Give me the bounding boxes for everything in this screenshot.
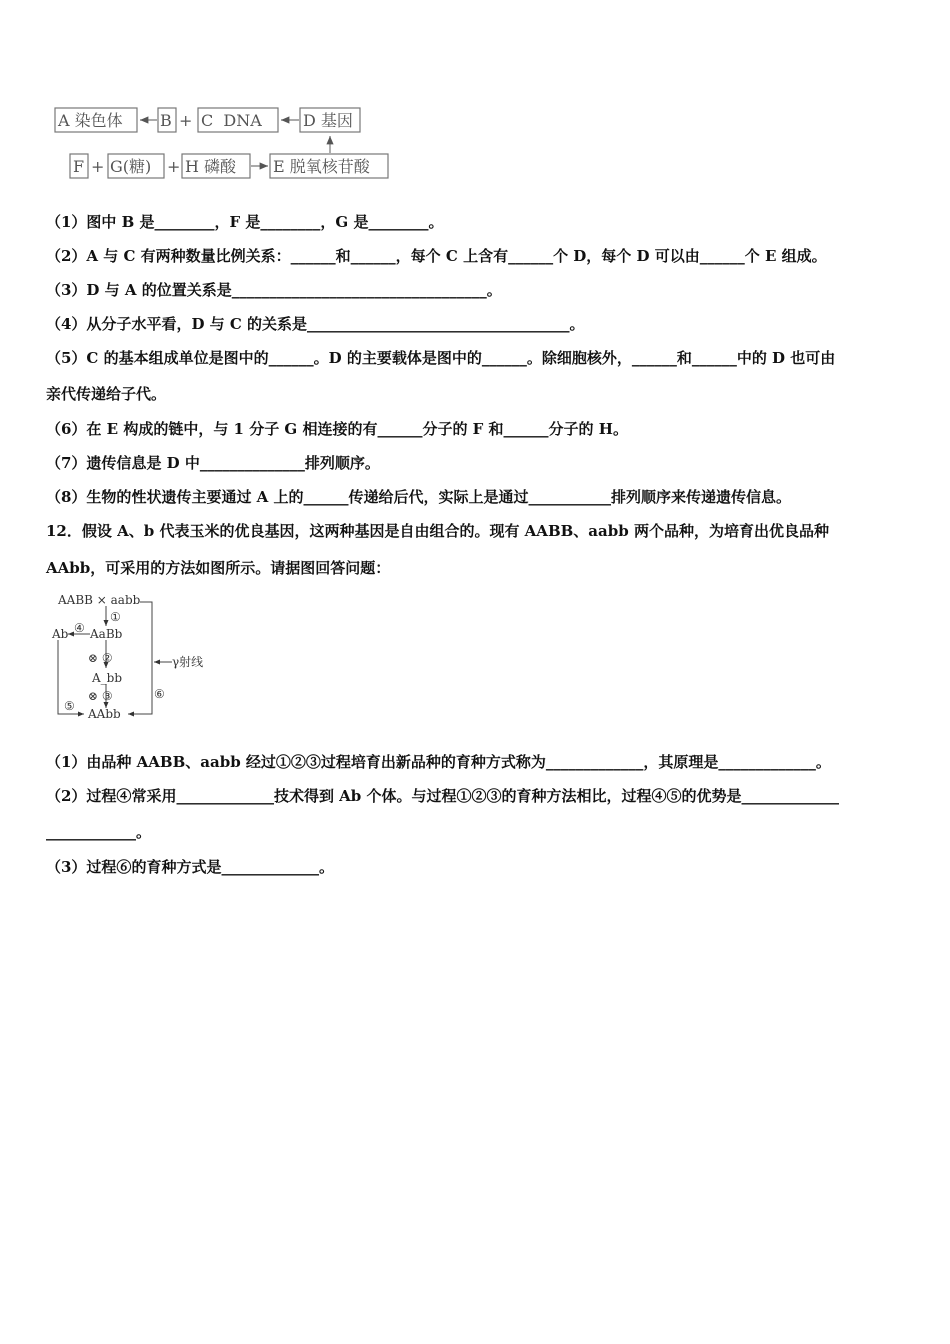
q11-item-8: （8）生物的性状遗传主要通过 A 上的______传递给后代，实际上是通过___________排列顺序来传递遗传信息。 <box>46 488 792 506</box>
q11-item-3: （3）D 与 A 的位置关系是__________________________________。 <box>46 281 502 299</box>
q12-intro-cont: AAbb，可采用的方法如图所示。请据图回答问题： <box>46 559 391 577</box>
q12-item-2: （2）过程④常采用_____________技术得到 Ab 个体。与过程①②③的育种方法相比，过程④⑤的优势是_____________ <box>46 787 840 805</box>
gamma-ray-label: γ射线 <box>172 655 204 669</box>
breeding-diagram <box>48 590 218 722</box>
step-4-label: ④ <box>74 621 85 635</box>
box-a-label: A 染色体 <box>58 111 123 130</box>
q11-item-7: （7）遗传信息是 D 中______________排列顺序。 <box>46 454 380 472</box>
ab-label: Ab <box>52 627 69 641</box>
q12-item-3: （3）过程⑥的育种方式是_____________。 <box>46 858 334 876</box>
plus-sign: + <box>91 157 105 176</box>
f1-label: AaBb <box>90 627 123 641</box>
step-6-label: ⑥ <box>154 687 165 701</box>
box-g-label: G(糖) <box>110 157 152 176</box>
box-e-label: E 脱氧核苷酸 <box>273 157 370 176</box>
plus-sign: + <box>179 111 193 130</box>
aabb-target-label: AAbb <box>88 707 121 721</box>
q12-item-1: （1）由品种 AABB、aabb 经过①②③过程培育出新品种的育种方式称为_____________，其原理是_____________。 <box>46 753 831 771</box>
q11-item-2: （2）A 与 C 有两种数量比例关系：______和______，每个 C 上含有______个 D，每个 D 可以由______个 E 组成。 <box>46 247 827 265</box>
box-h-label: H 磷酸 <box>185 157 237 176</box>
q11-item-5-cont: 亲代传递给子代。 <box>46 385 167 403</box>
box-b-label: B <box>160 111 172 130</box>
step-3-label: ⊗ ③ <box>88 689 113 703</box>
step-5-label: ⑤ <box>64 699 75 713</box>
q11-item-5: （5）C 的基本组成单位是图中的______。D 的主要载体是图中的______。除细胞核外，______和______中的 D 也可由 <box>46 349 836 367</box>
box-d-label: D 基因 <box>303 111 353 130</box>
q11-item-6: （6）在 E 构成的链中，与 1 分子 G 相连接的有______分子的 F 和______分子的 H。 <box>46 420 628 438</box>
step-2-label: ⊗ ② <box>88 651 113 665</box>
step-1-label: ① <box>110 610 121 624</box>
box-f-label: F <box>73 157 85 176</box>
q12-intro: 12．假设 A、b 代表玉米的优良基因，这两种基因是自由组合的。现有 AABB、aabb 两个品种，为培育出优良品种 <box>46 522 829 540</box>
a-bb-label: A_bb <box>92 671 123 685</box>
q12-item-2-cont: ____________。 <box>46 823 152 841</box>
q11-item-4: （4）从分子水平看，D 与 C 的关系是___________________________________。 <box>46 315 585 333</box>
plus-sign: + <box>167 157 181 176</box>
chromosome-dna-gene-diagram <box>48 96 408 188</box>
parents-label: AABB × aabb <box>58 593 141 607</box>
box-c-label: C DNA <box>201 111 262 130</box>
q11-item-1: （1）图中 B 是________，F 是________，G 是________。 <box>46 213 444 231</box>
